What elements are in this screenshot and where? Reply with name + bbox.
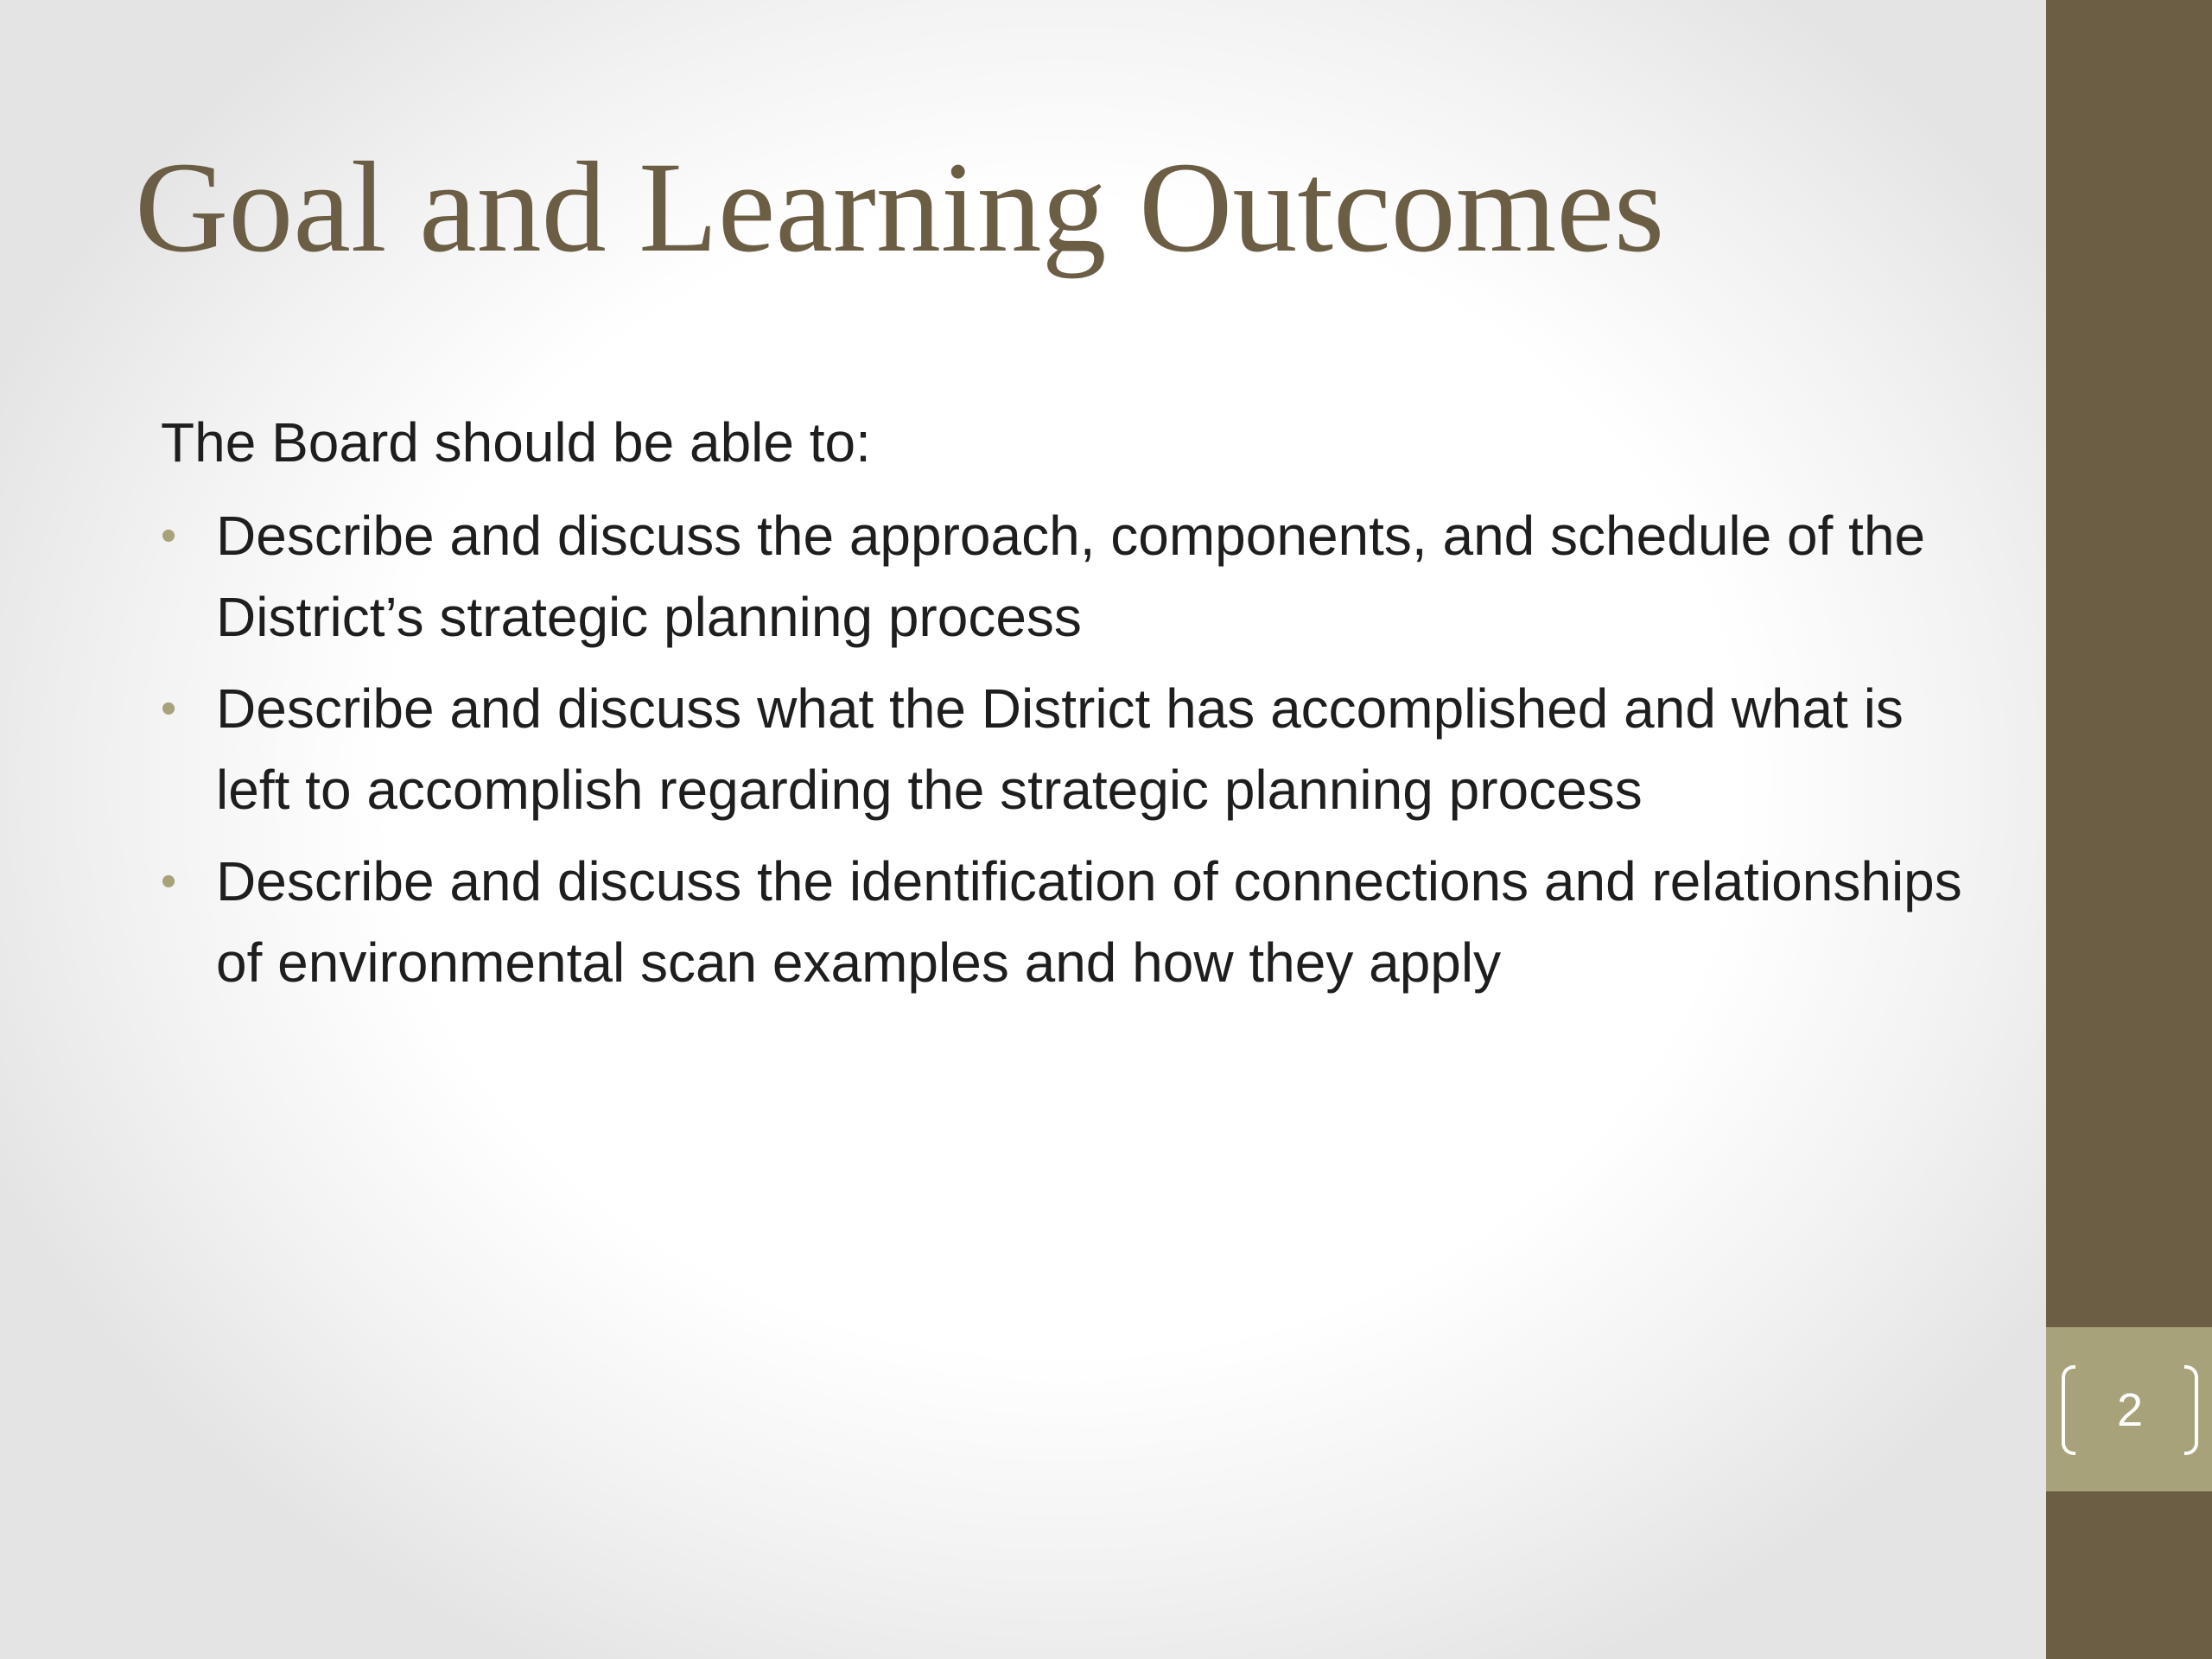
bullet-text: Describe and discuss the identification of connections and relationships of environmental scan examples and how they apply [216, 850, 1962, 994]
bullet-item [161, 668, 1967, 830]
bullet-text: Describe and discuss the approach, components, and schedule of the District’s strategic planning process [216, 505, 1926, 648]
bullet-item [161, 495, 1967, 658]
bullet-list [161, 495, 1967, 1003]
slide-title: Goal and Learning Outcomes [135, 136, 1665, 279]
slide-body [161, 402, 1967, 1014]
bullet-text: Describe and discuss what the District has accomplished and what is left to accomplish regarding the strategic planning process [216, 677, 1904, 821]
left-bracket-icon [2062, 1365, 2075, 1455]
bullet-marker: • [161, 511, 177, 561]
page-number: 2 [2116, 1384, 2144, 1436]
right-bracket-icon [2184, 1365, 2198, 1455]
bullet-marker: • [161, 683, 177, 734]
intro-text: The Board should be able to: [161, 411, 871, 474]
bullet-item [161, 841, 1967, 1003]
bullet-marker: • [161, 856, 177, 906]
page-number-box [2046, 1327, 2212, 1491]
